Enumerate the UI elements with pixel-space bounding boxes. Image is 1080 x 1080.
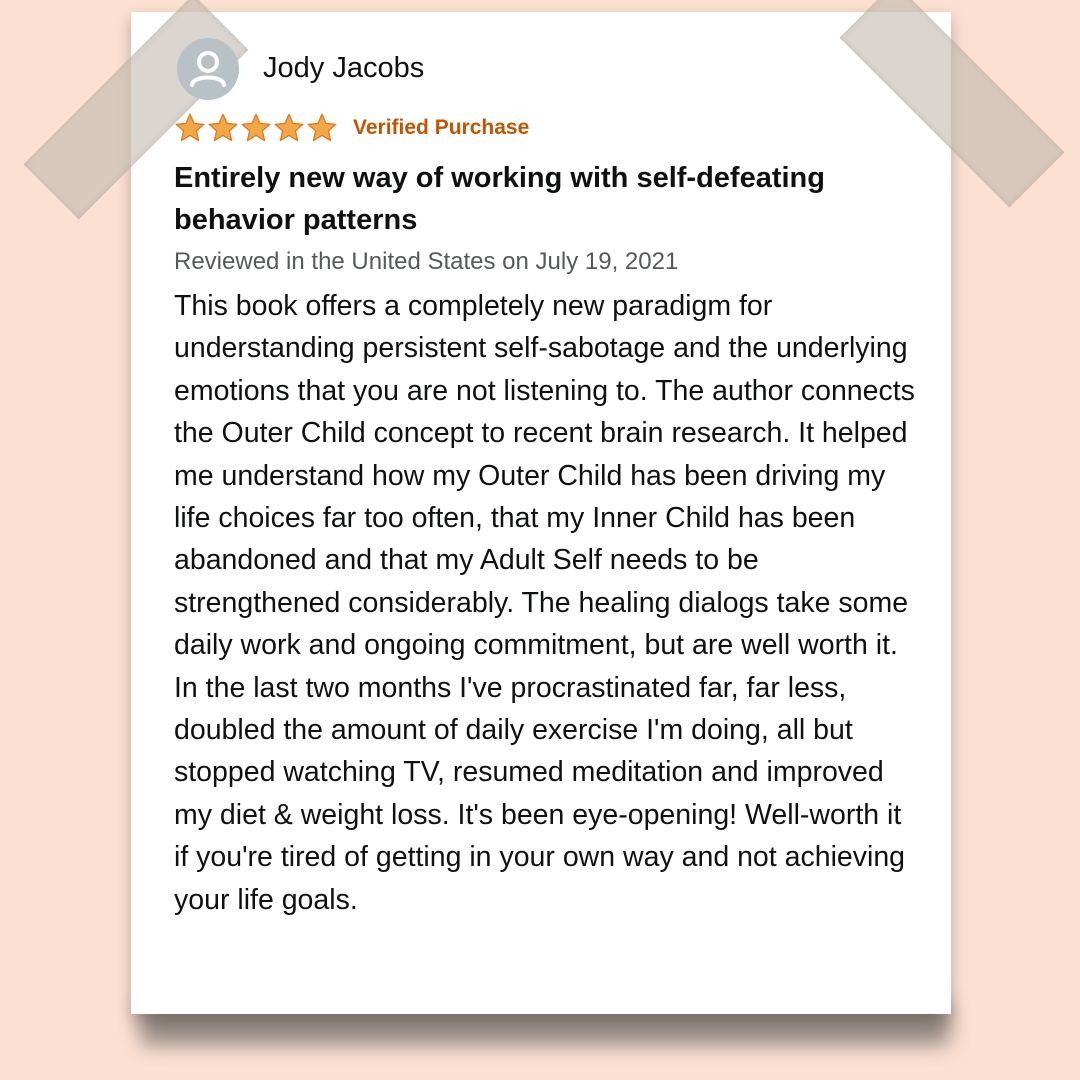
star-icon (174, 113, 206, 143)
person-silhouette-icon (177, 38, 239, 100)
star-icon (273, 113, 305, 143)
avatar[interactable] (177, 38, 239, 100)
star-icon (240, 113, 272, 143)
review-date: Reviewed in the United States on July 19, 2021 (174, 248, 679, 275)
star-rating[interactable] (174, 113, 338, 143)
reviewer-name[interactable]: Jody Jacobs (263, 52, 425, 84)
star-icon (306, 113, 338, 143)
star-icon (207, 113, 239, 143)
review-title[interactable]: Entirely new way of working with self-defeating behavior patterns (174, 162, 825, 236)
review-body: This book offers a completely new paradigm for understanding persistent self-sabotage and the underlying emotions that you are not listening to. The author connects the Outer Child concept to recent brain research. It helped me understand how my Outer Child has been driving my life choices far too often, that my Inner Child has been abandoned and that my Adult Self needs to be strengthened considerably. The healing dialogs take some daily work and ongoing commitment, but are well worth it. In the last two months I've procrastinated far, far less, doubled the amount of daily exercise I'm doing, all but stopped watching TV, resumed meditation and improved my diet & weight loss. It's been eye-opening! Well-worth it if you're tired of getting in your own way and not achieving your life goals. (174, 290, 915, 916)
verified-purchase-badge: Verified Purchase (353, 116, 530, 139)
